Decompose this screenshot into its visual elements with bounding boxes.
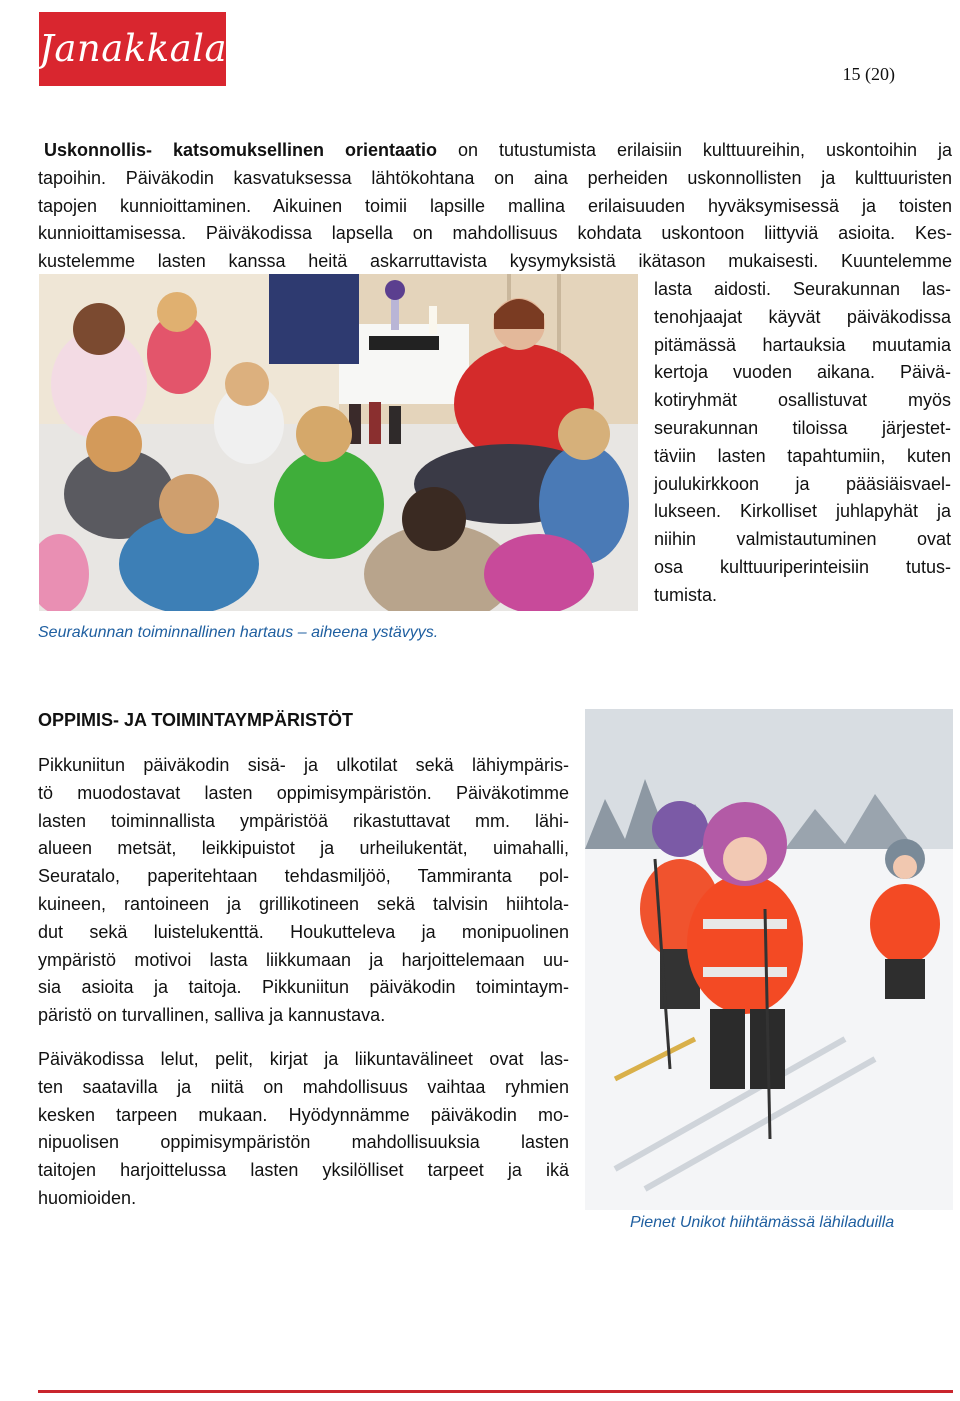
side-line: lasta aidosti. Seurakunnan las- (654, 279, 951, 299)
section-paragraph-1 (38, 752, 569, 1030)
para1-line: päristö on turvallinen, salliva ja kannustava. (38, 1005, 386, 1026)
side-line: tumista. (654, 584, 718, 605)
intro-side-text (654, 276, 951, 610)
para1-line: ympäristö motivoi lasta liikkumaan ja harjoittelemaan uu- (38, 949, 569, 970)
intro-paragraph (38, 137, 952, 276)
intro-line: kustelemme lasten kanssa heitä askarruttavista kysymyksistä ikätason mukaisesti. Kuuntelemme (38, 251, 952, 272)
page-number: 15 (20) (842, 64, 895, 84)
para1-line: kuineen, rantoineen ja grillikotineen sekä talvisin hiihtola- (38, 893, 569, 914)
para1-line: sia asioita ja taitoja. Pikkuniitun päiväkodin toimintaym- (38, 977, 569, 998)
side-line: niihin valmistautuminen ovat (654, 529, 951, 550)
para2-line: kesken tarpeen mukaan. Hyödynnämme päiväkodin mo- (38, 1104, 569, 1125)
para2-line: taitojen harjoittelussa lasten yksilölliset tarpeet ja ikä (38, 1160, 569, 1181)
para1-line: dut sekä luistelukenttä. Houkutteleva ja monipuolinen (38, 921, 569, 942)
para2-line: ten saatavilla ja niitä on mahdollisuus vaihtaa ryhmien (38, 1076, 569, 1097)
skiing-photo-image (585, 709, 953, 1210)
para1-line: lasten toiminnallista ympäristöä rikastuttavat mm. lähi- (38, 810, 569, 831)
side-line: lukseen. Kirkolliset juhlapyhät ja (654, 501, 951, 522)
intro-line-1-rest: on tutustumista erilaisiin kulttuureihin, uskontoihin ja (437, 140, 952, 160)
devotion-photo-caption: Seurakunnan toiminnallinen hartaus – aiheena ystävyys. (38, 624, 439, 641)
para2-line: Päiväkodissa lelut, pelit, kirjat ja liikuntavälineet ovat las- (38, 1049, 569, 1069)
side-line: pitämässä hartauksia muutamia (654, 334, 951, 355)
side-line: kotiryhmät osallistuvat myös (654, 390, 951, 411)
para1-line: Pikkuniitun päiväkodin sisä- ja ulkotilat sekä lähiympäris- (38, 755, 569, 775)
side-line: seurakunnan tiloissa järjestet- (654, 417, 951, 438)
para2-line: nipuolisen oppimisympäristön mahdollisuuksia lasten (38, 1132, 569, 1153)
para1-line: tö muodostavat lasten oppimisympäristön. Päiväkotimme (38, 782, 569, 803)
para2-line: huomioiden. (38, 1187, 137, 1208)
section-heading: OPPIMIS- JA TOIMINTAYMPÄRISTÖT (38, 710, 354, 730)
footer-rule (38, 1390, 953, 1393)
para1-line: alueen metsät, leikkipuistot ja urheilukentät, uimahalli, (38, 838, 569, 859)
para1-line: Seuratalo, paperitehtaan tehdasmiljöö, Tammiranta pol- (38, 866, 569, 887)
section-paragraph-2 (38, 1046, 569, 1213)
skiing-photo-caption: Pienet Unikot hiihtämässä lähiladuilla (630, 1214, 895, 1231)
skiing-photo (585, 709, 953, 1210)
intro-line: tapoihin. Päiväkodin kasvatuksessa lähtökohtana on aina perheiden uskonnollisten ja kulttuuristen (38, 167, 952, 188)
side-line: joulukirkkoon ja pääsiäisvael- (654, 473, 951, 494)
intro-line: kunnioittamisessa. Päiväkodissa lapsella on mahdollisuus kohdata uskontoon liittyviä asioita. Kes- (38, 223, 952, 244)
intro-line: tapojen kunnioittaminen. Aikuinen toimii lapsille mallina erilaisuuden hyväksymisessä ja toisten (38, 195, 952, 216)
intro-line-1 (38, 137, 952, 165)
side-line: kertoja vuoden aikana. Päivä- (654, 362, 951, 383)
devotion-photo-image (39, 274, 638, 611)
side-line: täviin lasten tapahtumiin, kuten (654, 445, 951, 466)
janakkala-logo: Janakkala (39, 12, 226, 86)
intro-bold-lead: Uskonnollis- katsomuksellinen orientaatio (44, 140, 437, 160)
side-line: osa kulttuuriperinteisiin tutus- (654, 556, 951, 577)
devotion-photo (39, 274, 638, 611)
side-line: tenohjaajat käyvät päiväkodissa (654, 306, 951, 327)
